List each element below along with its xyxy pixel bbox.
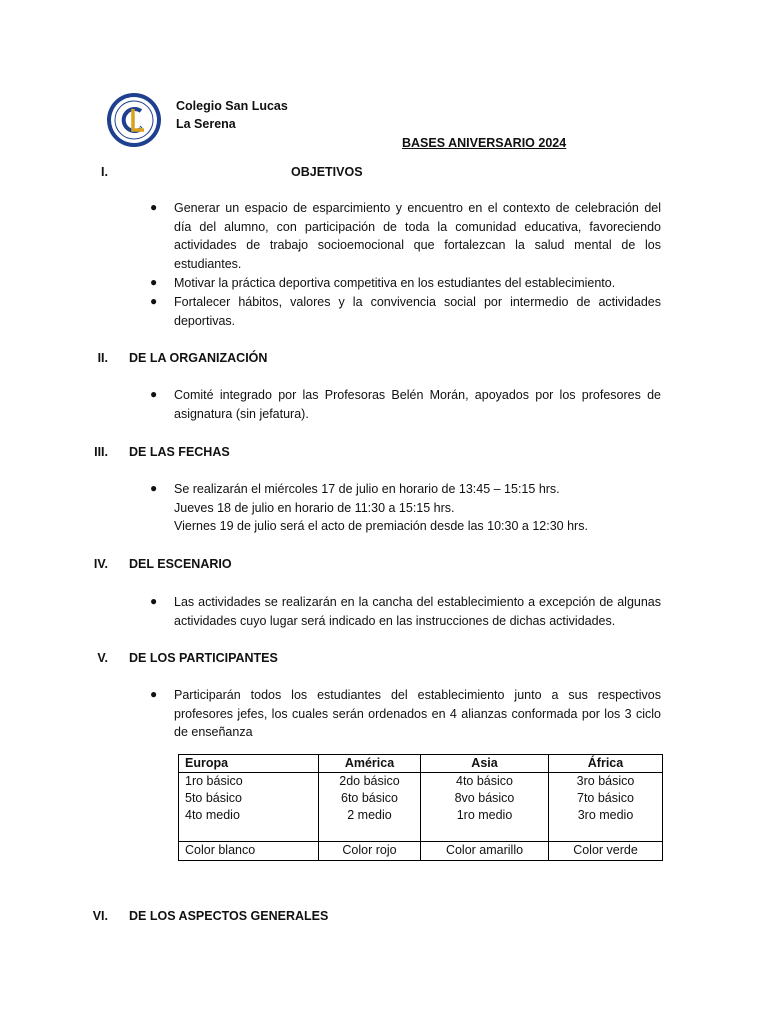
grade-text: 2do básico [339,774,400,788]
text-line: actividades cuyo lugar será indicado en las instrucciones de dichas actividades. [174,613,616,628]
school-header [176,97,288,133]
text-line: profesores jefes, los cuales serán ordenados en 4 alianzas conformada por los 3 ciclo [174,706,661,721]
bullet-icon: ● [150,481,158,495]
list-item [174,274,661,293]
grade-text: 5to básico [185,791,242,805]
list-item [174,480,661,536]
grade-text: 1ro básico [185,774,243,788]
text-line: Comité integrado por las Profesoras Belén Morán, apoyados por los profesores de [174,388,661,402]
list-item [174,386,661,423]
bullet-icon: ● [150,275,158,289]
bullet-icon: ● [150,294,158,308]
section-number: VI. [92,909,108,923]
text-line: Motivar la práctica deportiva competitiva en los estudiantes del establecimiento. [174,276,616,290]
grade-text: 6to básico [341,791,398,805]
text-line: deportivas. [174,313,236,328]
text-line: Las actividades se realizarán en la cancha del establecimiento a excepción de algunas [174,595,661,609]
table-cell: Color blanco [179,842,319,861]
column-header: Asia [421,755,549,773]
section-number: I. [101,165,108,179]
section-title: DE LAS FECHAS [129,445,230,459]
section-number: IV. [93,557,108,571]
section-title: DE LOS PARTICIPANTES [129,651,278,665]
grade-text: 1ro medio [456,808,513,822]
text-line: día del alumno, con participación de toda la comunidad educativa, favoreciendo [174,219,661,234]
table-cell [421,773,549,842]
list-item [174,686,661,742]
text-line: Fortalecer hábitos, valores y la convivencia social por intermedio de actividades [174,295,661,309]
bullet-icon: ● [150,200,158,214]
section-title: DE LA ORGANIZACIÓN [129,351,268,365]
section-title: DE LOS ASPECTOS GENERALES [129,909,329,923]
table-cell [319,773,421,842]
column-header: África [549,755,663,773]
grade-text: 4to medio [185,808,240,822]
table-row [179,842,663,861]
table-row [179,773,663,842]
school-name: Colegio San Lucas [176,99,288,113]
table-header-row [179,755,663,773]
grade-text: 8vo básico [454,791,515,805]
text-line: Generar un espacio de esparcimiento y encuentro en el contexto de celebración del [174,201,661,215]
bullet-icon: ● [150,687,158,701]
table-cell: Color rojo [319,842,421,861]
section-number: II. [97,351,108,365]
grade-text: 7to básico [577,791,634,805]
section-title: DEL ESCENARIO [129,557,232,571]
table-cell: Color amarillo [421,842,549,861]
section-title: OBJETIVOS [291,165,363,179]
column-header: Europa [179,755,319,773]
section-number: V. [97,651,108,665]
document-title: BASES ANIVERSARIO 2024 [402,136,567,150]
list-item [174,199,661,274]
text-line: estudiantes. [174,257,242,272]
school-city: La Serena [176,117,236,131]
table-cell [549,773,663,842]
section-number: III. [94,445,108,459]
table-cell: Color verde [549,842,663,861]
text-line: Participarán todos los estudiantes del establecimiento junto a sus respectivos [174,688,661,702]
grade-text: 2 medio [347,808,392,822]
text-line: actividades de trabajo socioemocional que fortalezcan la salud mental de los [174,238,661,253]
bullet-icon: ● [150,594,158,608]
text-line: Jueves 18 de julio en horario de 11:30 a 15:15 hrs. [174,500,455,515]
grade-text: 3ro básico [576,774,635,788]
alliances-table [178,754,663,861]
column-header: América [319,755,421,773]
text-line: de enseñanza [174,725,253,740]
table-cell [179,773,319,842]
list-item [174,293,661,330]
grade-text: 4to básico [456,774,513,788]
text-line: Viernes 19 de julio será el acto de premiación desde las 10:30 a 12:30 hrs. [174,519,588,534]
bullet-icon: ● [150,387,158,401]
grade-text: 3ro medio [577,808,634,822]
list-item [174,593,661,630]
school-logo [106,92,162,148]
text-line: Se realizarán el miércoles 17 de julio en horario de 13:45 – 15:15 hrs. [174,482,560,496]
text-line: asignatura (sin jefatura). [174,406,309,421]
